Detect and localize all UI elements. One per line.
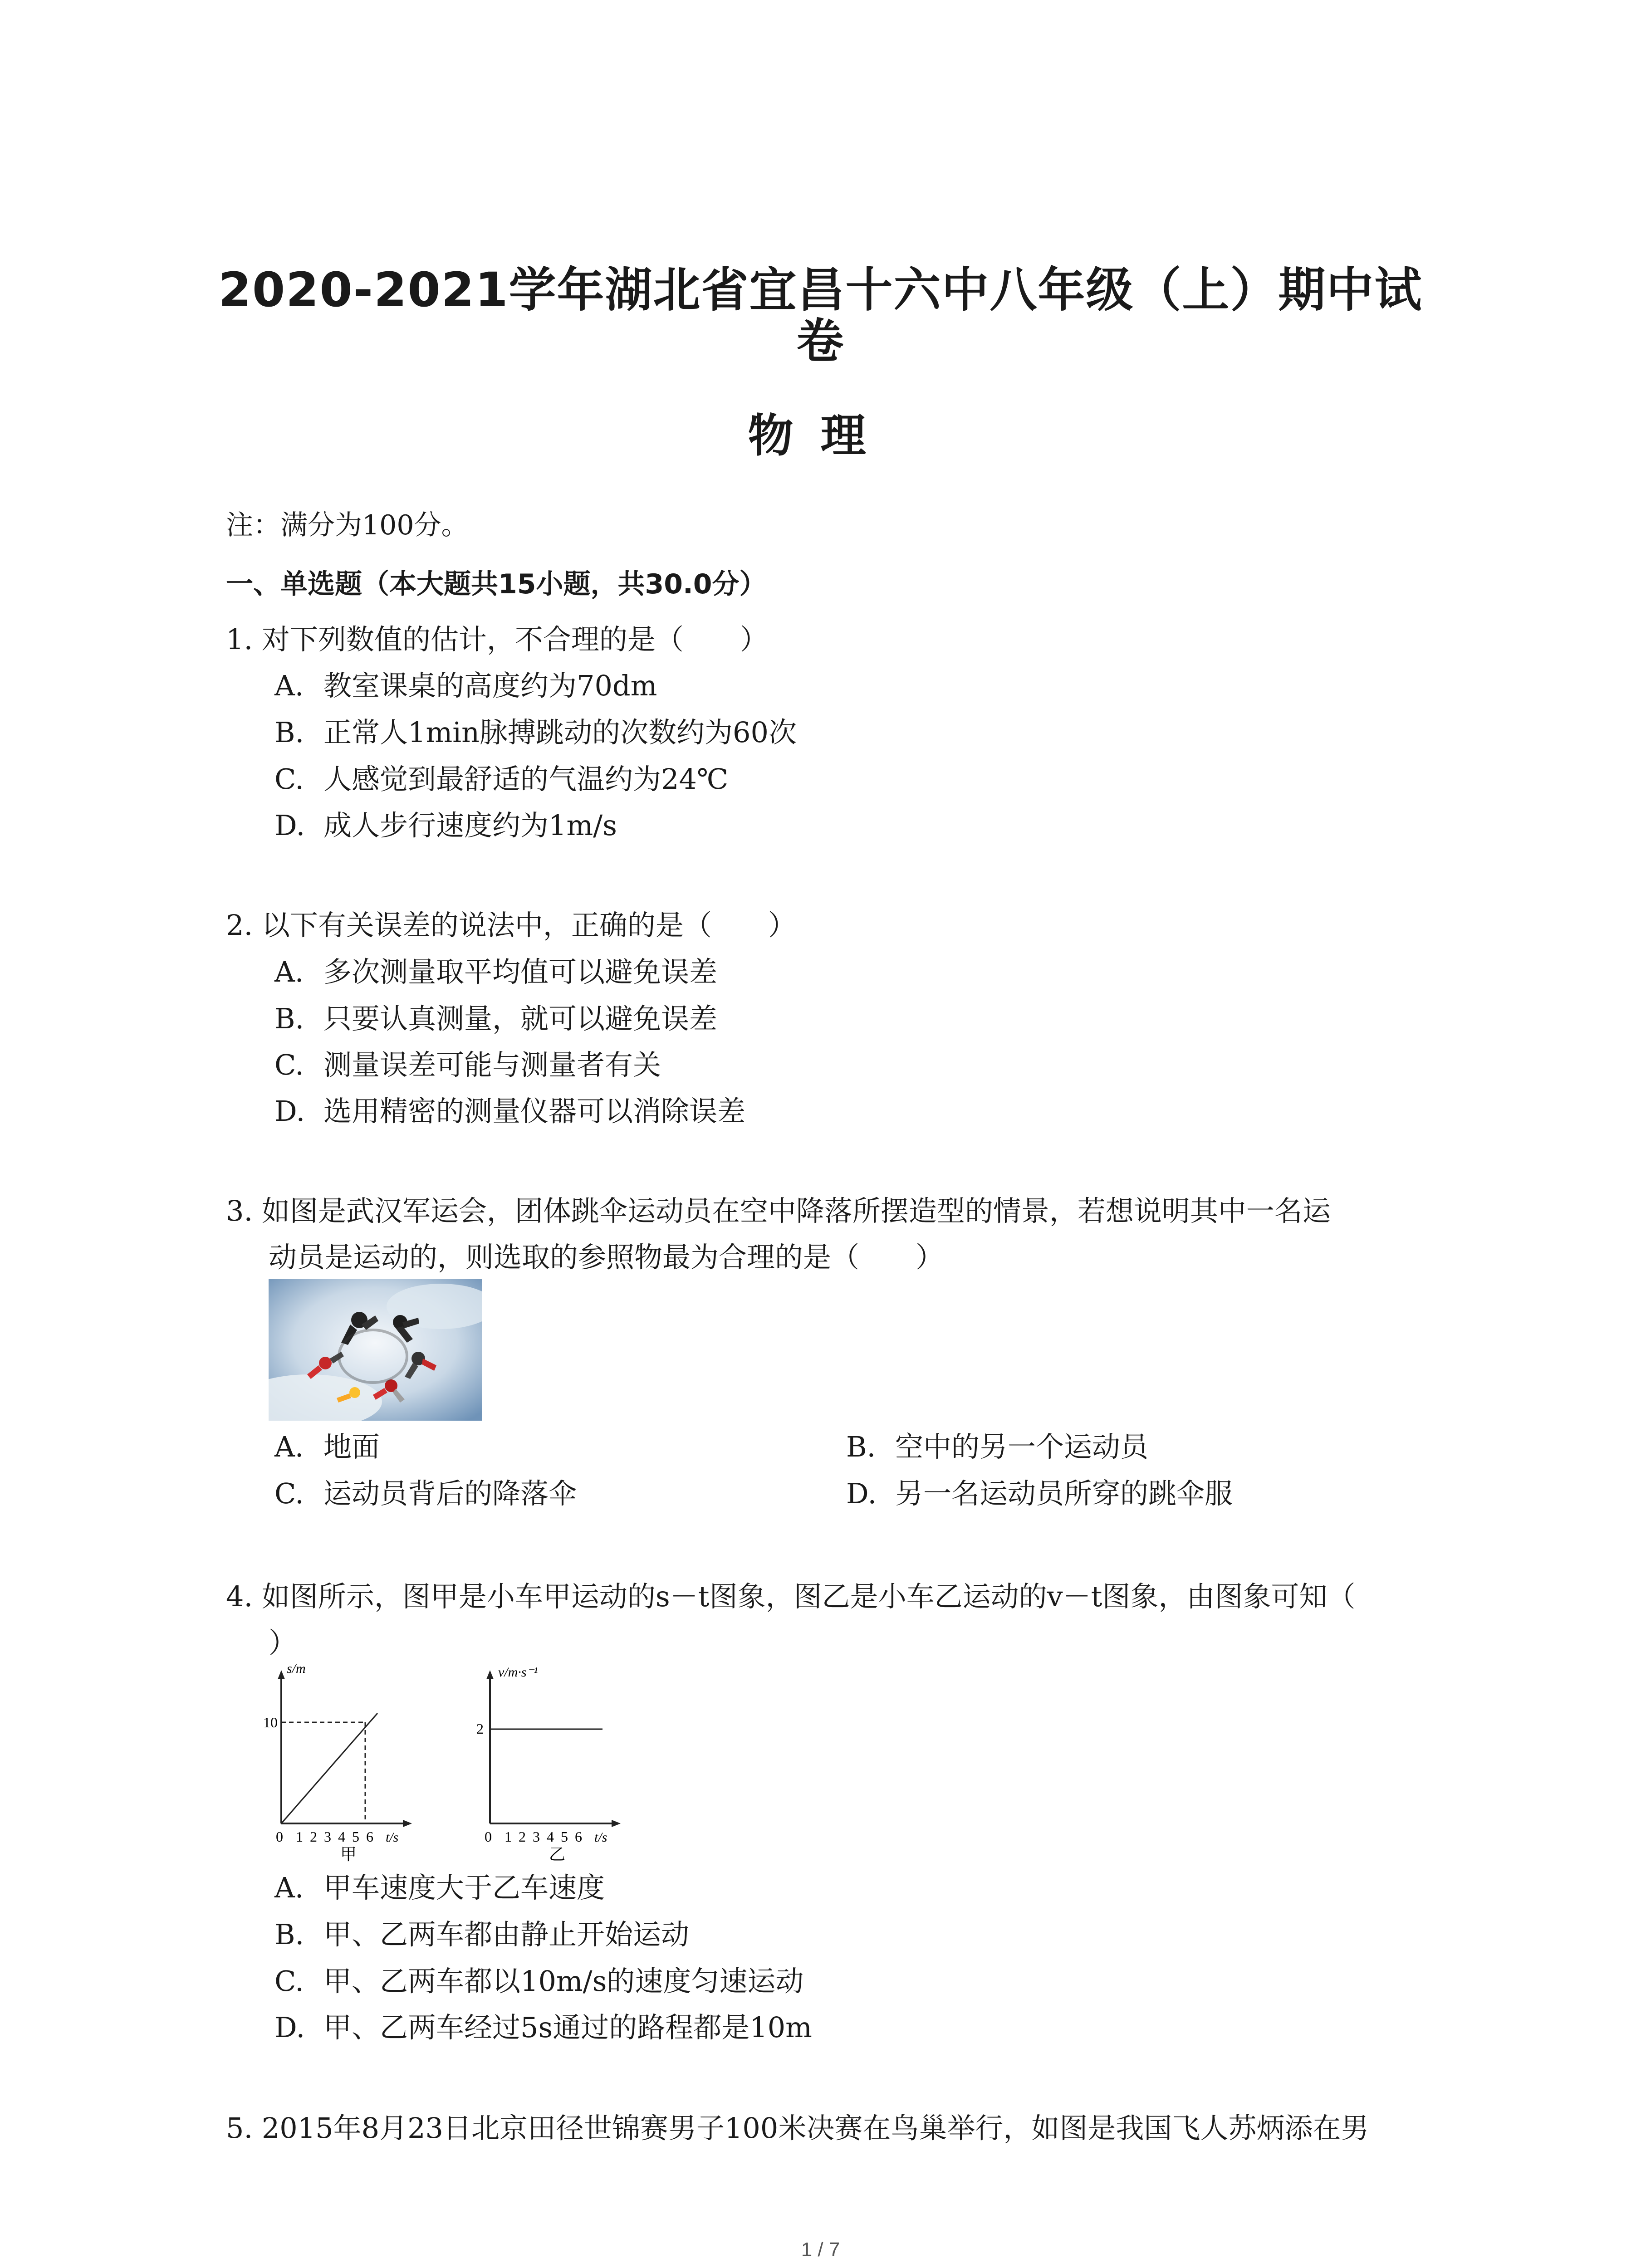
option-letter: A. <box>274 955 304 988</box>
x-tick: 1 <box>505 1828 512 1845</box>
question-3-stem-line1: 3. 如图是武汉军运会，团体跳伞运动员在空中降落所摆造型的情景，若想说明其中一名运 <box>226 1194 1331 1227</box>
option-letter: A. <box>274 669 304 702</box>
x-tick: 2 <box>310 1828 317 1845</box>
graph-yi-vt <box>463 1660 653 1864</box>
option-letter: D. <box>274 809 305 842</box>
y-tick-10: 10 <box>263 1714 278 1730</box>
score-note: 注：满分为100分。 <box>226 509 469 541</box>
q4-option-a[interactable] <box>274 1865 605 1906</box>
q4-option-b[interactable] <box>274 1912 689 1952</box>
option-letter: C. <box>274 1048 304 1081</box>
question-2-stem: 2. 以下有关误差的说法中，正确的是（ ） <box>226 909 796 942</box>
option-letter: C. <box>274 763 304 796</box>
x-axis-label: t/s <box>386 1830 399 1845</box>
x-tick: 3 <box>324 1828 331 1845</box>
option-text: 测量误差可能与测量者有关 <box>323 1048 661 1081</box>
x-arrow-icon <box>403 1820 412 1827</box>
option-text: 人感觉到最舒适的气温约为24℃ <box>323 763 729 796</box>
graph-jia-st <box>254 1660 445 1864</box>
option-text: 正常人1min脉搏跳动的次数约为60次 <box>323 716 797 749</box>
q3-option-d[interactable] <box>846 1471 1233 1511</box>
x-axis-label: t/s <box>594 1830 607 1845</box>
x-tick: 2 <box>519 1828 526 1845</box>
y-arrow-icon <box>486 1670 494 1679</box>
option-text: 地面 <box>323 1430 380 1463</box>
option-letter: D. <box>846 1477 877 1510</box>
option-letter: A. <box>274 1430 304 1463</box>
option-text: 另一名运动员所穿的跳伞服 <box>895 1477 1233 1510</box>
option-text: 选用精密的测量仪器可以消除误差 <box>323 1095 746 1128</box>
option-text: 甲、乙两车都由静止开始运动 <box>323 1918 690 1951</box>
q1-option-c[interactable] <box>274 757 728 797</box>
page-number: 1 / 7 <box>801 2239 840 2261</box>
option-text: 运动员背后的降落伞 <box>323 1477 577 1510</box>
q2-option-a[interactable] <box>274 949 717 990</box>
option-letter: B. <box>274 716 304 749</box>
option-text: 甲车速度大于乙车速度 <box>323 1871 605 1904</box>
option-letter: B. <box>846 1430 876 1463</box>
option-letter: B. <box>274 1918 304 1951</box>
option-text: 空中的另一个运动员 <box>895 1430 1149 1463</box>
q3-option-b[interactable] <box>846 1424 1148 1465</box>
question-1-stem: 1. 对下列数值的估计，不合理的是（ ） <box>226 623 768 656</box>
question-4-stem-line1: 4. 如图所示，图甲是小车甲运动的s－t图象，图乙是小车乙运动的v－t图象，由图象可知（ <box>226 1580 1356 1613</box>
x-tick: 1 <box>296 1828 303 1845</box>
question-5-stem-line1: 5. 2015年8月23日北京田径世锦赛男子100米决赛在鸟巢举行，如图是我国飞人苏炳添在男 <box>226 2112 1369 2145</box>
x-tick: 3 <box>533 1828 540 1845</box>
q1-option-a[interactable] <box>274 663 657 704</box>
q3-option-a[interactable] <box>274 1424 380 1465</box>
x-tick: 4 <box>338 1828 345 1845</box>
st-line <box>281 1713 377 1823</box>
subject-heading: 物理 <box>748 409 893 462</box>
option-text: 成人步行速度约为1m/s <box>323 809 617 842</box>
question-3-stem-line2: 动员是运动的，则选取的参照物最为合理的是（ ） <box>269 1241 944 1274</box>
exam-title-line1: 2020-2021学年湖北省宜昌十六中八年级（上）期中试 <box>218 262 1423 318</box>
origin-label: 0 <box>276 1828 283 1845</box>
option-letter: D. <box>274 2011 305 2044</box>
exam-title-line2: 卷 <box>796 313 845 369</box>
x-tick: 5 <box>561 1828 568 1845</box>
x-tick: 4 <box>547 1828 554 1845</box>
option-letter: A. <box>274 1871 304 1904</box>
x-tick: 6 <box>366 1828 373 1845</box>
graph-caption: 甲 <box>340 1845 357 1863</box>
q3-option-c[interactable] <box>274 1471 577 1511</box>
q2-option-c[interactable] <box>274 1042 661 1083</box>
option-letter: C. <box>274 1965 304 1998</box>
y-axis-label: v/m·s⁻¹ <box>498 1665 538 1680</box>
option-text: 甲、乙两车都以10m/s的速度匀速运动 <box>323 1965 804 1998</box>
option-text: 只要认真测量，就可以避免误差 <box>323 1002 718 1035</box>
q4-option-d[interactable] <box>274 2005 812 2045</box>
q2-option-b[interactable] <box>274 996 717 1036</box>
x-tick: 5 <box>352 1828 359 1845</box>
y-arrow-icon <box>278 1670 285 1679</box>
section-heading: 一、单选题（本大题共15小题，共30.0分） <box>226 568 767 600</box>
q4-option-c[interactable] <box>274 1959 803 1999</box>
origin-label: 0 <box>485 1828 492 1845</box>
x-arrow-icon <box>612 1820 621 1827</box>
question-4-stem-line2: ） <box>269 1626 297 1659</box>
option-letter: D. <box>274 1095 305 1128</box>
y-axis-label: s/m <box>287 1661 306 1676</box>
q2-option-d[interactable] <box>274 1089 745 1129</box>
q1-option-b[interactable] <box>274 710 797 750</box>
option-text: 甲、乙两车经过5s通过的路程都是10m <box>323 2011 812 2044</box>
option-text: 多次测量取平均值可以避免误差 <box>323 955 718 988</box>
y-tick-2: 2 <box>476 1721 484 1737</box>
x-tick: 6 <box>575 1828 582 1845</box>
option-text: 教室课桌的高度约为70dm <box>323 669 657 702</box>
option-letter: B. <box>274 1002 304 1035</box>
option-letter: C. <box>274 1477 304 1510</box>
q1-option-d[interactable] <box>274 803 617 843</box>
graph-caption: 乙 <box>549 1845 566 1863</box>
skydivers-photo <box>269 1279 482 1421</box>
